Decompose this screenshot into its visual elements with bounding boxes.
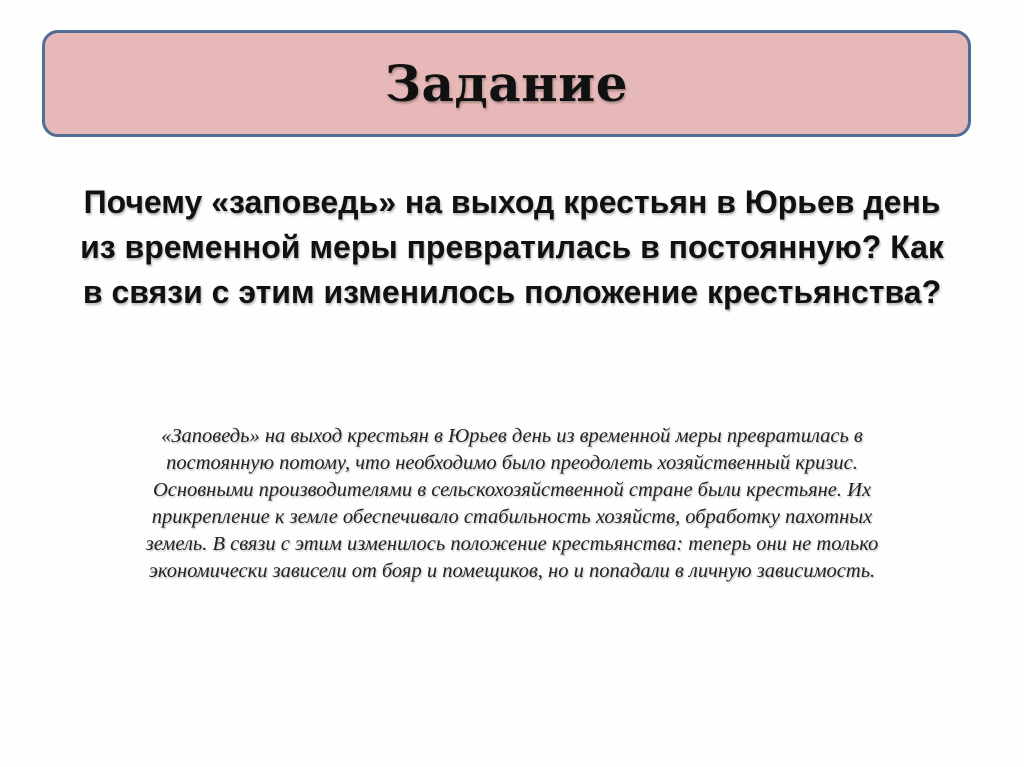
answer-text <box>40 423 984 585</box>
question-line: из временной меры превратилась в постоянную? Как <box>80 229 944 265</box>
answer-line: экономически зависели от бояр и помещиков, но и попадали в личную зависимость. <box>148 560 876 582</box>
question-line: Почему «заповедь» на выход крестьян в Юрьев день <box>83 184 941 220</box>
title-banner <box>42 30 971 137</box>
question-line: в связи с этим изменилось положение крестьянства? <box>82 274 942 310</box>
answer-line: земель. В связи с этим изменилось положение крестьянства: теперь они не только <box>145 533 879 555</box>
question-text <box>20 180 1004 315</box>
answer-line: «Заповедь» на выход крестьян в Юрьев день из временной меры превратилась в <box>161 425 863 447</box>
answer-line: Основными производителями в сельскохозяйственной стране были крестьяне. Их <box>152 479 872 501</box>
slide-title: Задание <box>384 54 629 113</box>
answer-line: прикрепление к земле обеспечивало стабильность хозяйств, обработку пахотных <box>151 506 873 528</box>
answer-line: постоянную потому, что необходимо было преодолеть хозяйственный кризис. <box>166 452 858 474</box>
